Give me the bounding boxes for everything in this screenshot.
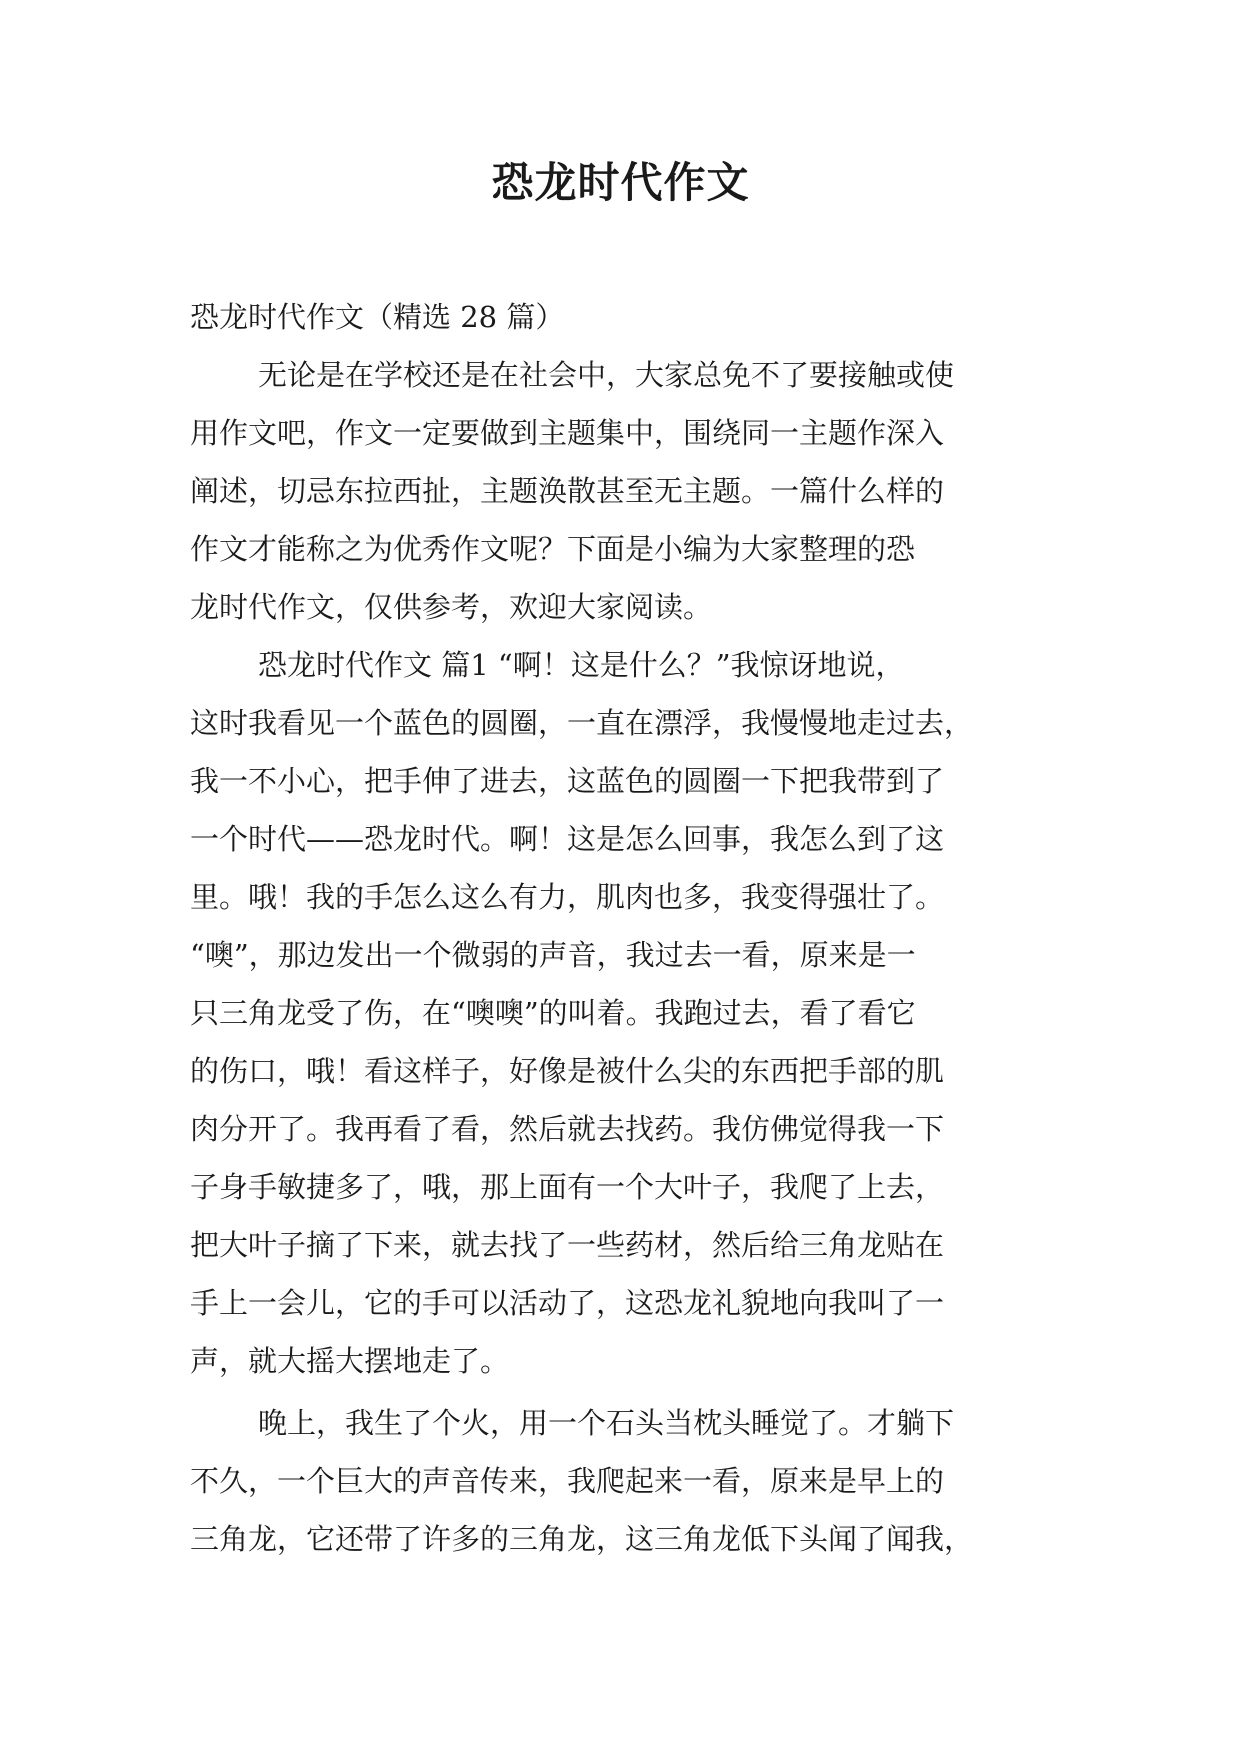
paragraph-line: 肉分开了。我再看了看，然后就去找药。我仿佛觉得我一下 [190,1112,945,1146]
paragraph-line: 只三角龙受了伤，在“噢噢”的叫着。我跑过去，看了看它 [190,996,916,1030]
paragraph-line: 里。哦！我的手怎么这么有力，肌肉也多，我变得强壮了。 [190,880,945,914]
paragraph-line: 手上一会儿，它的手可以活动了，这恐龙礼貌地向我叫了一 [190,1286,945,1320]
paragraph-line: “噢”，那边发出一个微弱的声音，我过去一看，原来是一 [190,938,916,972]
paragraph-line: 的伤口，哦！看这样子，好像是被什么尖的东西把手部的肌 [190,1054,945,1088]
paragraph-line: 子身手敏捷多了，哦，那上面有一个大叶子，我爬了上去， [190,1170,945,1204]
paragraph-line: 我一不小心，把手伸了进去，这蓝色的圆圈一下把我带到了 [190,764,945,798]
subtitle-line: 恐龙时代作文（精选 28 篇） [190,300,565,334]
paragraph-line: 晚上，我生了个火，用一个石头当枕头睡觉了。才躺下 [258,1406,955,1440]
paragraph-line: 一个时代——恐龙时代。啊！这是怎么回事，我怎么到了这 [190,822,945,856]
paragraph-line: 作文才能称之为优秀作文呢？下面是小编为大家整理的恐 [190,532,916,566]
document-body [190,288,1052,1568]
paragraph-line: 把大叶子摘了下来，就去找了一些药材，然后给三角龙贴在 [190,1228,945,1262]
paragraph-line: 不久，一个巨大的声音传来，我爬起来一看，原来是早上的 [190,1464,945,1498]
paragraph-line: 恐龙时代作文 篇1 “啊！这是什么？”我惊讶地说， [258,648,905,682]
paragraph-line: 声，就大摇大摆地走了。 [190,1344,510,1378]
paragraph-line: 龙时代作文，仅供参考，欢迎大家阅读。 [190,590,713,624]
paragraph-line: 三角龙，它还带了许多的三角龙，这三角龙低下头闻了闻我， [190,1522,974,1556]
paragraph-line: 这时我看见一个蓝色的圆圈，一直在漂浮，我慢慢地走过去， [190,706,974,740]
paragraph-line: 用作文吧，作文一定要做到主题集中，围绕同一主题作深入 [190,416,945,450]
paragraph-line: 阐述，切忌东拉西扯，主题涣散甚至无主题。一篇什么样的 [190,474,945,508]
paragraph-line: 无论是在学校还是在社会中，大家总免不了要接触或使 [258,358,955,392]
document-title: 恐龙时代作文 [491,158,750,207]
